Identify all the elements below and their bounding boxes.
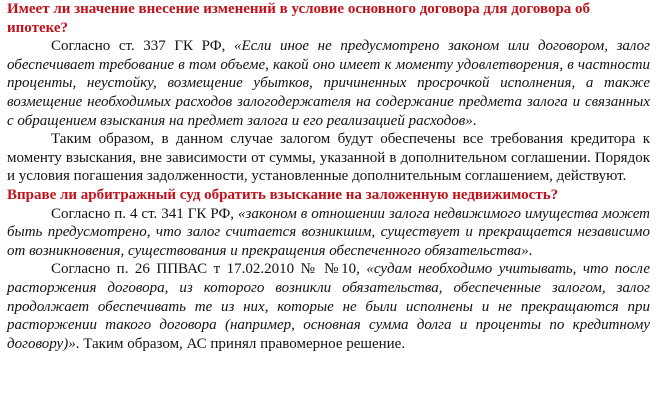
document-page [7, 0, 650, 353]
paragraph-lead-text: Согласно ст. 337 ГК РФ, [51, 38, 234, 55]
paragraph-lead-text: Таким образом, в данном случае залогом будут обеспечены все требования кредитора к моменту взыскания, вне зависимости от суммы, указанной в дополнительном соглашении. Порядок и условия погашения задолженности, установленные дополнительным соглашением, действуют. [7, 131, 650, 185]
paragraph-conclusion-1 [7, 130, 650, 186]
paragraph-lead-text: Согласно п. 4 ст. 341 ГК РФ, [51, 205, 239, 222]
legal-quote: «судам необходимо учитывать, что после расторжения договора, из которого возникли обязательства, обеспеченные залогом, залог продолжает обеспечивать те из них, которые не были исполнены и не прекращаются при расторжении такого договора (например, основная сумма долга и проценты по кредитному договору)» [7, 261, 650, 352]
paragraph-tail-text: . Таким образом, АС принял правомерное решение. [75, 335, 406, 352]
legal-quote: «Если иное не предусмотрено законом или договором, залог обеспечивает требование в том объеме, какой оно имеет к моменту удовлетворения, в частности проценты, неустойку, возмещение убытков, причиненных просрочкой исполнения, а также возмещение необходимых расходов залогодержателя на содержание предмета залога и связанных с обращением взыскания на предмет залога и его реализацией расходов» [7, 38, 650, 129]
paragraph-lead-text: Согласно п. 26 ППВАС т 17.02.2010 № №10, [51, 261, 367, 278]
question-heading-mortgage-amendments: Имеет ли значение внесение изменений в условие основного договора для договора об ипотеке? [7, 1, 591, 36]
paragraph-tail-text: . [528, 242, 533, 259]
paragraph-article-337 [7, 37, 650, 130]
paragraph-ppvas-26 [7, 260, 650, 353]
question-heading-arbitration-court: Вправе ли арбитражный суд обратить взыскание на заложенную недвижимость? [7, 186, 559, 203]
paragraph-article-341 [7, 205, 650, 261]
legal-quote: «законом в отношении залога недвижимого имущества может быть предусмотрено, что залог считается возникшим, существует и прекращается независимо от возникновения, существования и прекращения обеспеченного обязательства» [7, 205, 650, 259]
paragraph-tail-text: . [472, 112, 477, 129]
